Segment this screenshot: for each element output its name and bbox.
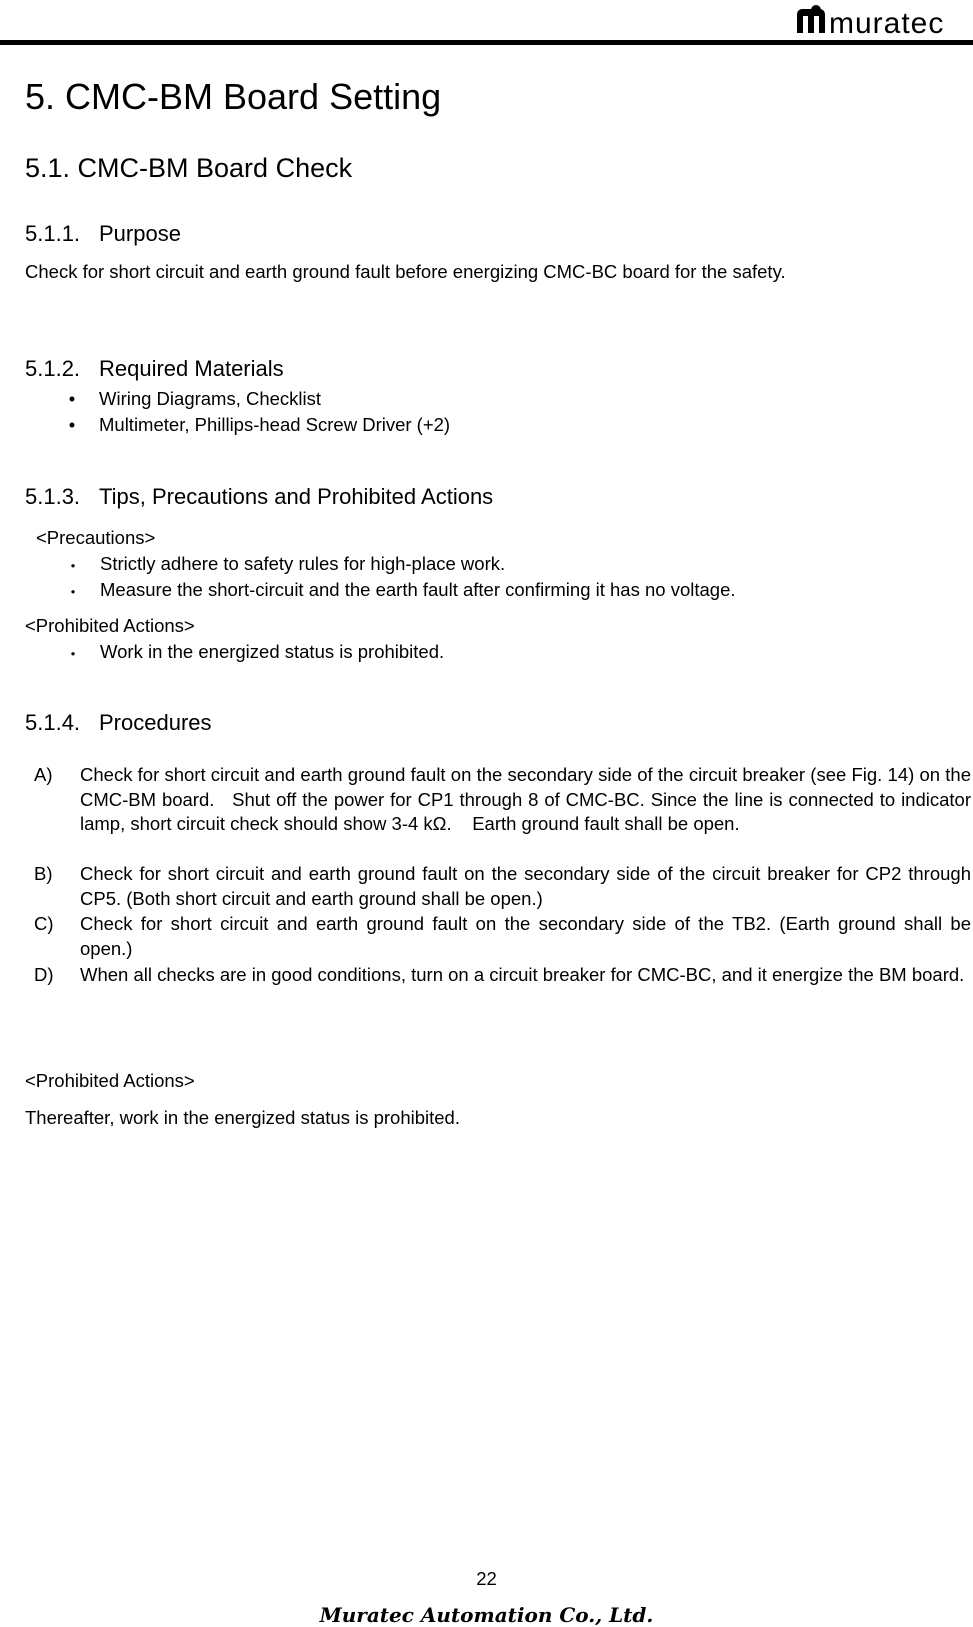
page-title: 5. CMC-BM Board Setting [25,76,442,117]
precautions-label: <Precautions> [36,527,156,548]
step-text: Check for short circuit and earth ground fault on the secondary side of the circuit breaker for CP2 through CP5. (Both short circuit and earth ground shall be open.) [80,863,971,909]
procedures-heading-text: Procedures [99,710,212,735]
step-letter: B) [34,863,53,884]
prohibited-label: <Prohibited Actions> [25,615,195,636]
materials-heading [25,356,284,382]
step-text: When all checks are in good conditions, turn on a circuit breaker for CMC-BC, and it energize the BM board. [80,964,965,985]
closing-text: Thereafter, work in the energized status is prohibited. [25,1107,460,1128]
purpose-heading-text: Purpose [99,221,181,246]
closing-prohibited-label: <Prohibited Actions> [25,1070,195,1091]
step-text: Check for short circuit and earth ground fault on the secondary side of the circuit breaker (see Fig. 14) on the CMC-BM board. Shut off the power for CP1 through 8 of CMC-BC. Since the line is connected to indicator lamp, short circuit check should show 3-4 kΩ. Earth ground fault shall be open. [80,764,971,834]
tips-number: 5.1.3. [25,484,81,509]
subsection-title: 5.1. CMC-BM Board Check [25,153,353,183]
list-item-text: Wiring Diagrams, Checklist [99,388,322,409]
bullet-square-icon: ･ [68,644,78,665]
muratec-logo [795,3,965,41]
procedure-step-c [34,912,971,961]
step-text: Check for short circuit and earth ground fault on the secondary side of the TB2. (Earth ground shall be open.) [80,913,971,959]
bullet-dot-icon: • [68,388,76,409]
step-letter: D) [34,964,54,985]
list-item-text: Work in the energized status is prohibited. [100,641,445,662]
purpose-number: 5.1.1. [25,221,81,246]
step-letter: C) [34,913,54,934]
list-item-text: Multimeter, Phillips-head Screw Driver (+2) [99,414,451,435]
materials-number: 5.1.2. [25,356,81,381]
procedure-step-a [34,763,971,837]
page-number: 22 [476,1568,497,1589]
bullet-square-icon: ･ [68,556,78,577]
list-item-text: Strictly adhere to safety rules for high-place work. [100,553,506,574]
bullet-dot-icon: • [68,414,76,435]
list-item-text: Measure the short-circuit and the earth fault after confirming it has no voltage. [100,579,736,600]
procedure-step-b [34,862,971,911]
step-letter: A) [34,764,53,785]
purpose-heading [25,221,181,247]
footer-company: Muratec Automation Co., Ltd. [319,1603,654,1627]
bullet-square-icon: ･ [68,582,78,603]
logo-text: muratec [829,7,945,40]
tips-heading [25,484,493,510]
procedures-heading [25,710,212,736]
header-rule [0,40,973,45]
procedures-number: 5.1.4. [25,710,81,735]
purpose-text: Check for short circuit and earth ground fault before energizing CMC-BC board for the safety. [25,261,786,282]
materials-heading-text: Required Materials [99,356,284,381]
procedure-step-d [34,963,971,988]
tips-heading-text: Tips, Precautions and Prohibited Actions [99,484,494,509]
